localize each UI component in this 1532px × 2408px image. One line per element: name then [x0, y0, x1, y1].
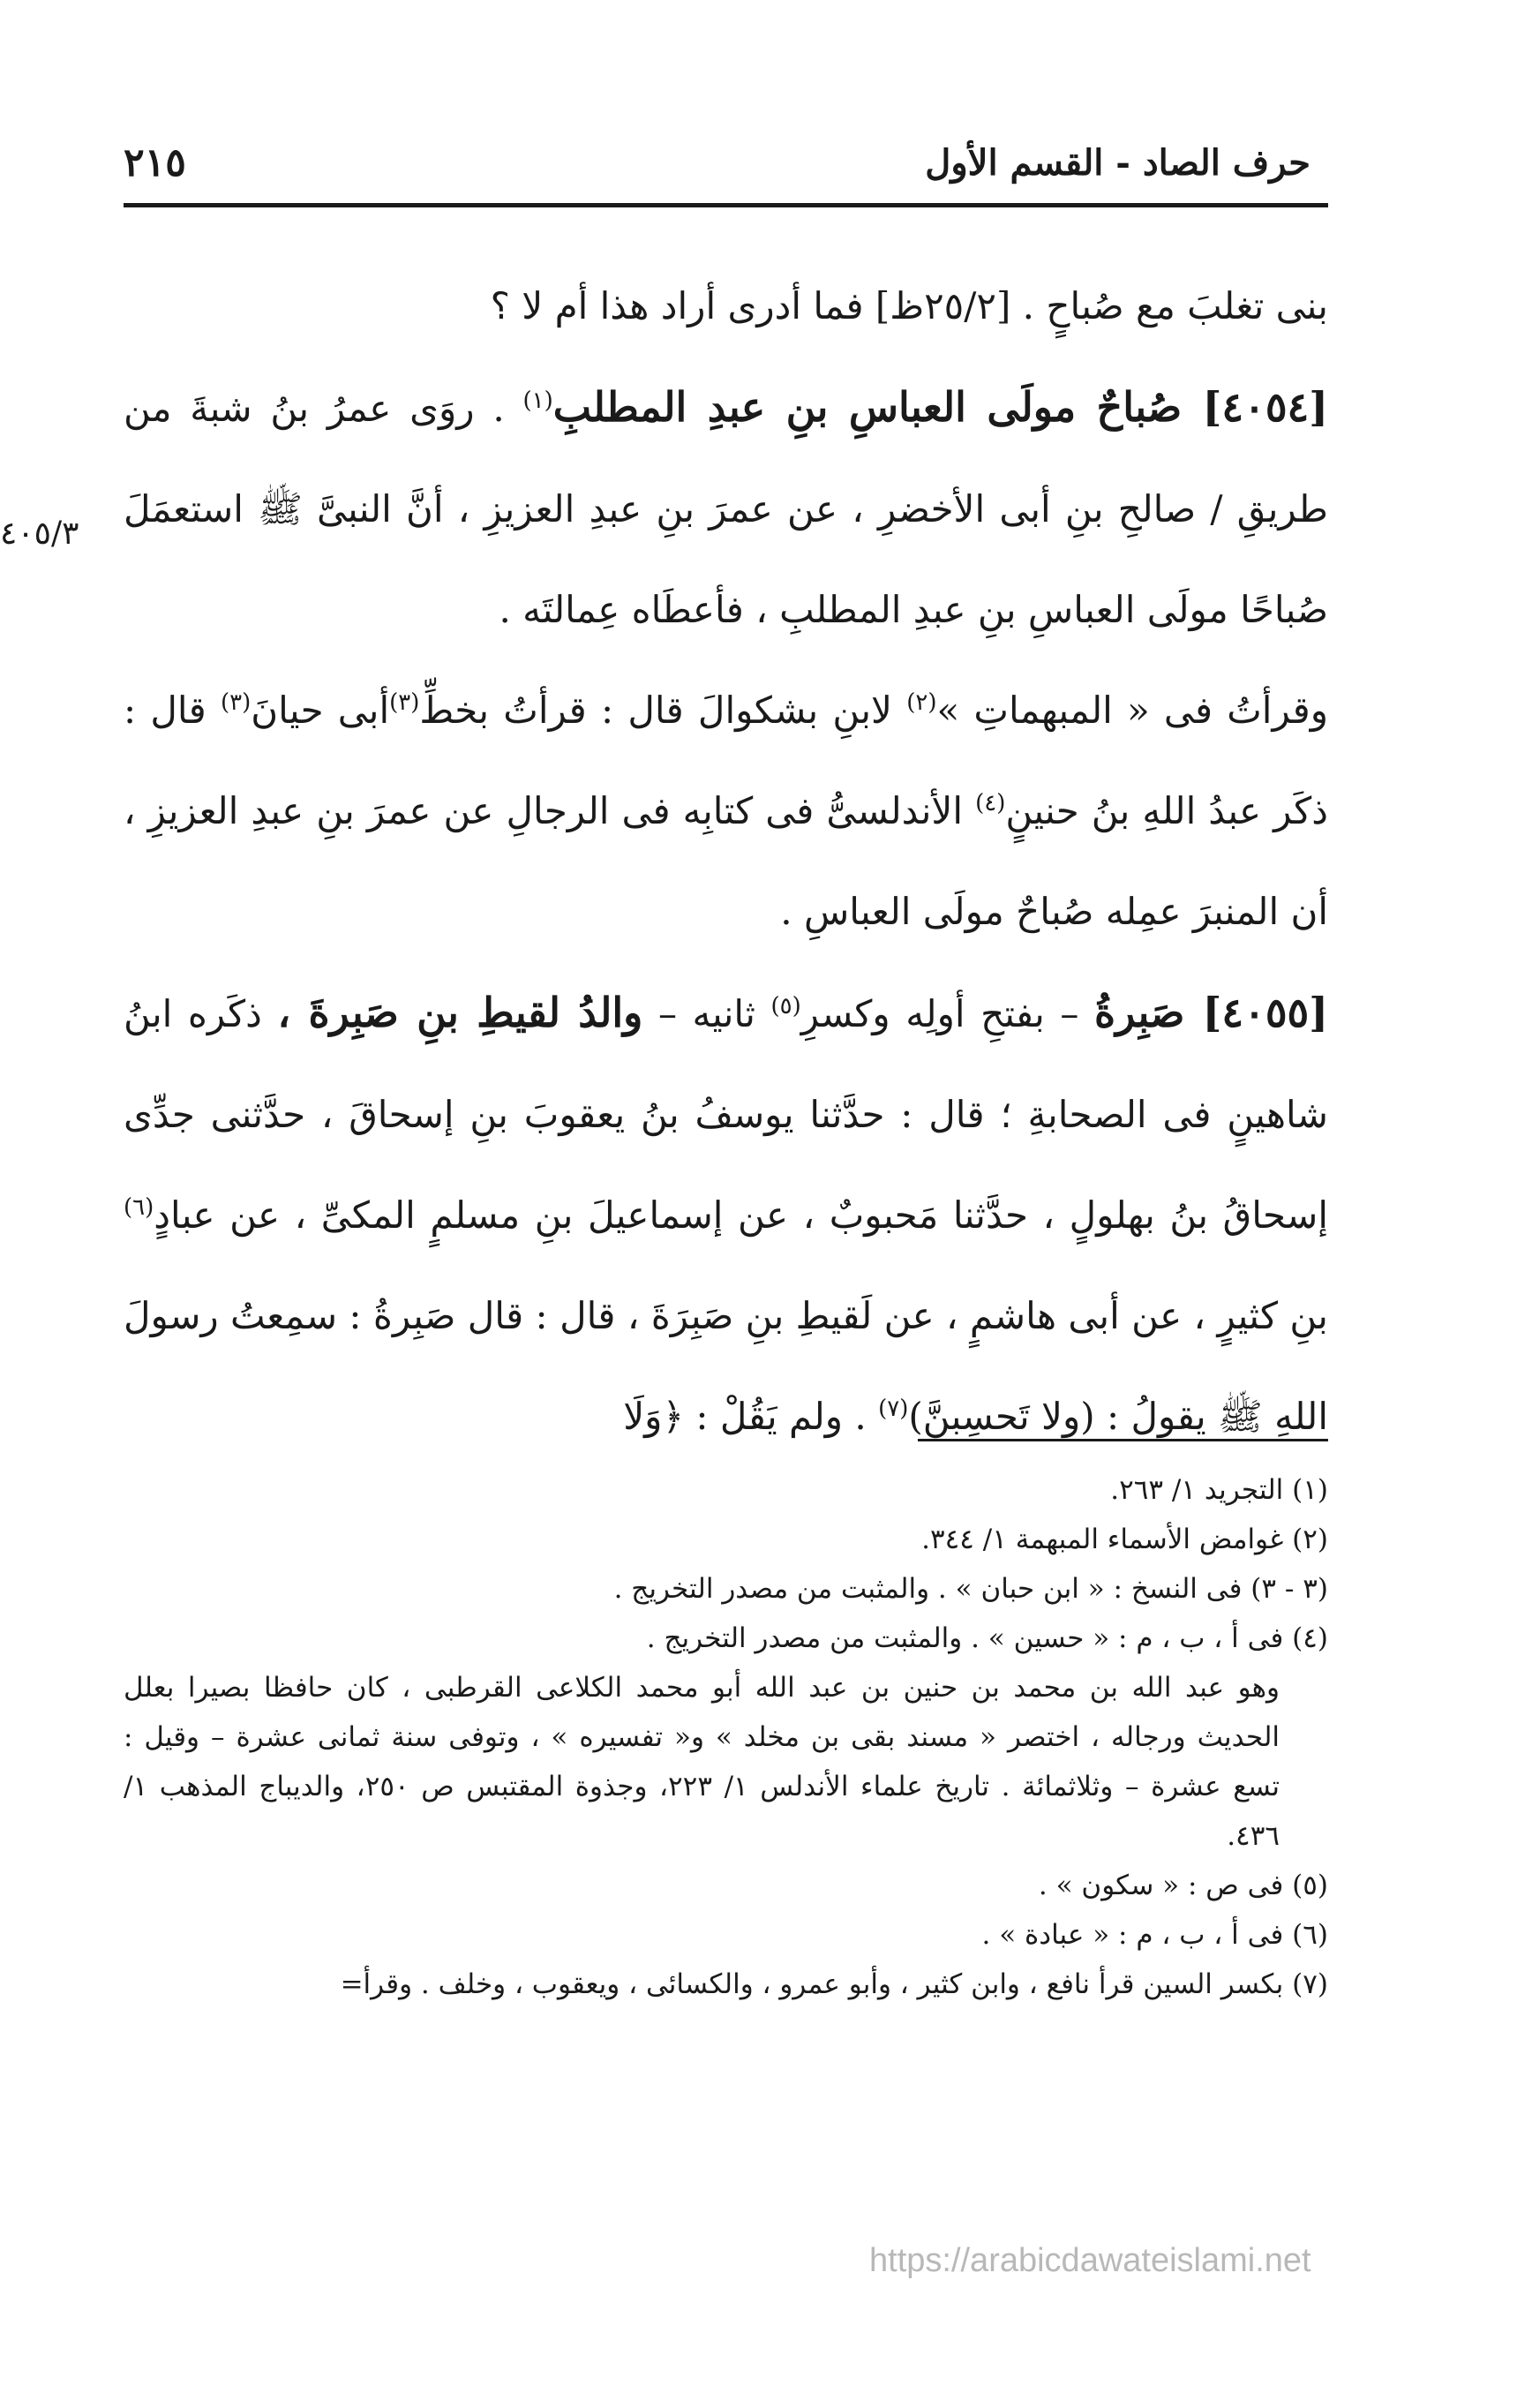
- footnote-ref: (٢): [906, 689, 937, 716]
- footnote: (٣ - ٣) فى النسخ : « ابن حبان » . والمثبت من مصدر التخريج .: [613, 1573, 1328, 1605]
- main-text: [124, 256, 1328, 1467]
- header-rule: [124, 203, 1328, 207]
- entry-text: . روَى عمرُ بنُ شبةَ من طريقِ / صالحِ بنِ أبى الأخضرِ ، عن عمرَ بنِ عبدِ العزيزِ ، أنَّ النبىَّ ﷺ استعمَلَ صُباحًا مولَى العباسِ بنِ عبدِ المطلبِ ، فأعطَاه عِمالتَه .: [124, 387, 1328, 631]
- footnote: (٢) غوامض الأسماء المبهمة ١/ ٣٤٤.: [921, 1524, 1328, 1555]
- footnote-ref: (٣): [389, 689, 420, 716]
- footnote: (٦) فى أ ، ب ، م : « عبادة » .: [981, 1919, 1328, 1951]
- text-run: أبى حيانَ: [251, 689, 390, 732]
- entry-heading: والدُ لقيطِ بنِ صَبِرةَ ،: [277, 989, 643, 1036]
- footnote: (٧) بكسر السين قرأ نافع ، وابن كثير ، وأبو عمرو ، والكسائى ، ويعقوب ، وخلف . وقرأ=: [340, 1968, 1328, 2000]
- watermark-url: https://arabicdawateislami.net: [869, 2242, 1311, 2279]
- text-run: قال : ذكَر عبدُ اللهِ بنُ حنينٍ: [124, 689, 1328, 832]
- footnote: (٥) فى ص : « سكون » .: [1038, 1870, 1328, 1901]
- footnote-ref: (٦): [124, 1194, 154, 1221]
- text-run: – بفتحِ أولِه وكسرِ: [800, 992, 1079, 1035]
- entry-heading: [٤٠٥٥] صَبِرةُ: [1093, 989, 1329, 1036]
- entry-4054: [124, 357, 1328, 660]
- entry-heading: [٤٠٥٤] صُباحٌ مولَى العباسِ بنِ عبدِ المطلبِ: [552, 383, 1328, 431]
- margin-note: ٤٠٥/٣: [0, 515, 79, 552]
- footnote: (١) التجريد ١/ ٢٦٣.: [1110, 1474, 1328, 1506]
- footnote: (٤) فى أ ، ب ، م : « حسين » . والمثبت من مصدر التخريج .: [646, 1622, 1328, 1654]
- running-title: حرف الصاد - القسم الأول: [925, 142, 1310, 184]
- footnote-ref: (٥): [770, 993, 801, 1020]
- footnote-ref: (١): [522, 388, 553, 414]
- footnote-ref: (٧): [878, 1396, 909, 1422]
- text-run: ثانيه –: [657, 992, 755, 1035]
- entry-4055: [124, 962, 1328, 1467]
- text-run: لابنِ بشكوالَ قال : قرأتُ بخطِّ: [419, 689, 892, 732]
- text-run: وقرأتُ فى « المبهماتِ »: [936, 689, 1328, 732]
- footnote-continued: وهو عبد الله بن محمد بن حنين بن عبد الله أبو محمد الكلاعى القرطبى ، كان حافظا بصيرا بعلل الحديث ورجاله ، اختصر « مسند بقى بن مخلد » و« تفسيره » ، وتوفى سنة ثمانى عشرة – وقيل : تسع عشرة – وثلاثمائة . تاريخ علماء الأندلس ١/ ٢٢٣، وجذوة المقتبس ص ٢٥٠، والديباج المذهب ١/ ٤٣٦.: [124, 1672, 1280, 1852]
- text-run: . ولم يَقُلْ : ﴿وَلَا: [623, 1395, 867, 1438]
- page-header: [124, 132, 1328, 194]
- page-number: ٢١٥: [124, 140, 186, 185]
- text-line: بنى تغلبَ مع صُباحٍ . [٢٥/٢ظ] فما أدرى أراد هذا أم لا ؟: [490, 284, 1328, 327]
- paragraph: [124, 660, 1328, 962]
- footnotes: [124, 1465, 1328, 2009]
- footnote-ref: (٣): [220, 689, 252, 716]
- text-run: الأندلسىُّ فى كتابِه فى الرجالِ عن عمرَ بنِ عبدِ العزيزِ ، أن المنبرَ عمِله صُباحٌ مولَى العباسِ .: [124, 789, 1328, 933]
- footnote-rule: [918, 1439, 1328, 1441]
- footnote-ref: (٤): [975, 790, 1006, 816]
- text-run: بنِ كثيرٍ ، عن أبى هاشمٍ ، عن لَقيطِ بنِ صَبِرَةَ ، قال : قال صَبِرةُ : سمِعتُ رسولَ اللهِ ﷺ يقولُ : (ولا تَحسِبنَّ): [124, 1294, 1328, 1438]
- text-run: ذكَره ابنُ شاهينٍ فى الصحابةِ ؛ قال : حدَّثنا يوسفُ بنُ يعقوبَ بنِ إسحاقَ ، حدَّثنى جدِّى إسحاقُ بنُ بهلولٍ ، حدَّثنا مَحبوبٌ ، عن إسماعيلَ بنِ مسلمٍ المكىِّ ، عن عبادٍ: [124, 992, 1328, 1237]
